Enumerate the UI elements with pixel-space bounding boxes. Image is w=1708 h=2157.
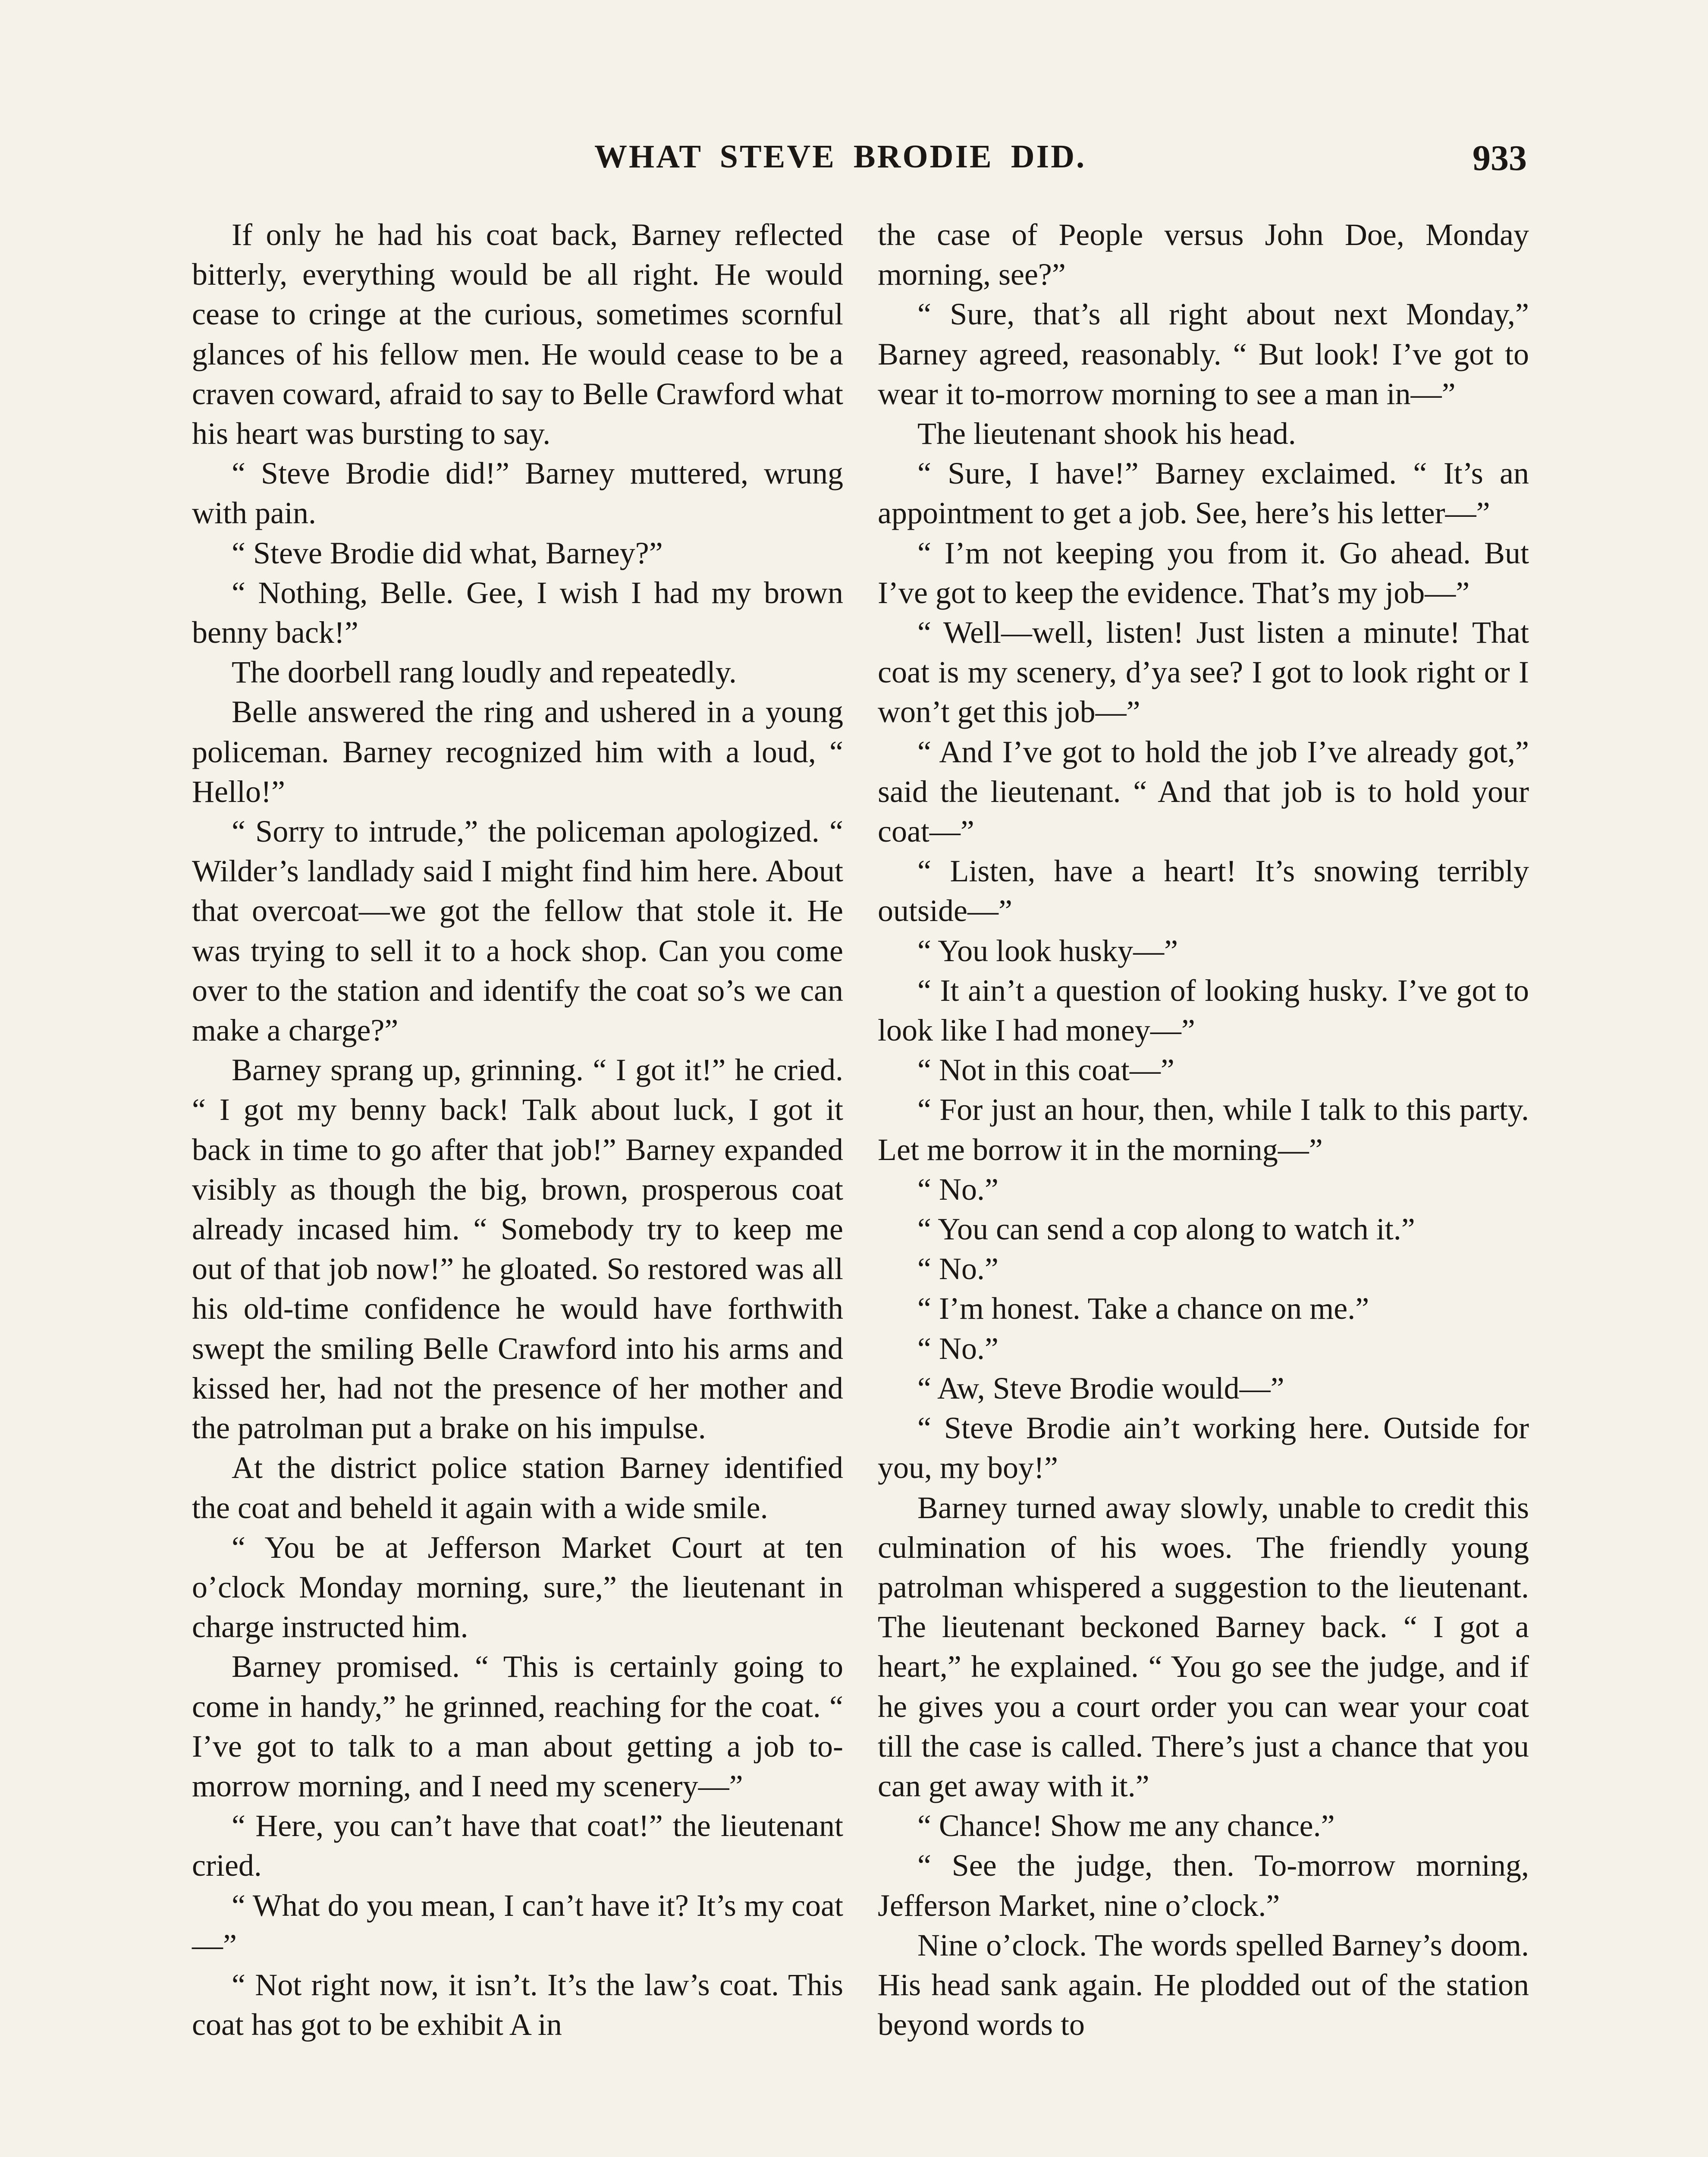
paragraph: “ No.” [917, 1172, 998, 1207]
paragraph: “ Nothing, Belle. Gee, I wish I had my brown benny back!” [192, 575, 843, 650]
paragraph: “ It ain’t a question of looking husky. I’ve got to look like I had money—” [878, 973, 1529, 1048]
paragraph: “ Not right now, it isn’t. It’s the law’s coat. This coat has got to be exhibit A in [192, 1967, 843, 2042]
paragraph: “ Aw, Steve Brodie would—” [917, 1371, 1284, 1406]
paragraph: “ Sorry to intrude,” the policeman apologized. “ Wilder’s landlady said I might find him here. About that overcoat—we got the fellow that stole it. He was trying to sell it to a hock shop. Can you come over to the station and identify the coat so’s we can make a charge?” [192, 814, 843, 1048]
paragraph: “ I’m not keeping you from it. Go ahead. But I’ve got to keep the evidence. That’s my job—” [878, 535, 1529, 610]
text-column-right [878, 215, 1529, 2044]
paragraph: “ Sure, I have!” Barney exclaimed. “ It’s an appointment to get a job. See, here’s his letter—” [878, 456, 1529, 531]
running-title: WHAT STEVE BRODIE DID. [594, 138, 1086, 175]
paragraph: “ See the judge, then. To-morrow morning, Jefferson Market, nine o’clock.” [878, 1848, 1529, 1923]
paragraph: Barney promised. “ This is certainly going to come in handy,” he grinned, reaching for the coat. “ I’ve got to talk to a man about getting a job to-morrow morning, and I need my scenery—” [192, 1649, 843, 1803]
paragraph: “ Steve Brodie did what, Barney?” [232, 535, 663, 570]
paragraph: “ For just an hour, then, while I talk to this party. Let me borrow it in the morning—” [878, 1092, 1529, 1167]
paragraph: “ Listen, have a heart! It’s snowing terribly outside—” [878, 854, 1529, 928]
paragraph: The doorbell rang loudly and repeatedly. [232, 655, 737, 690]
paragraph: If only he had his coat back, Barney reflected bitterly, everything would be all right. He would cease to cringe at the curious, sometimes scornful glances of his fellow men. He would cease to be a craven coward, afraid to say to Belle Crawford what his heart was bursting to say. [192, 217, 843, 451]
paragraph: Belle answered the ring and ushered in a young policeman. Barney recognized him with a loud, “ Hello!” [192, 695, 843, 809]
paragraph: “ You be at Jefferson Market Court at ten o’clock Monday morning, sure,” the lieutenant in charge instructed him. [192, 1530, 843, 1644]
paragraph: The lieutenant shook his head. [917, 416, 1296, 451]
paragraph: Nine o’clock. The words spelled Barney’s doom. His head sank again. He plodded out of the station beyond words to [878, 1927, 1529, 2042]
paragraph: “ No.” [917, 1331, 998, 1366]
page-number: 933 [1473, 138, 1527, 178]
paragraph: “ Steve Brodie did!” Barney muttered, wrung with pain. [192, 456, 843, 531]
paragraph: Barney turned away slowly, unable to credit this culmination of his woes. The friendly young patrolman whispered a suggestion to the lieutenant. The lieutenant beckoned Barney back. “ I got a heart,” he explained. “ You go see the judge, and if he gives you a court order you can wear your coat till the case is called. There’s just a chance that you can get away with it.” [878, 1490, 1529, 1803]
paragraph: At the district police station Barney identified the coat and beheld it again with a wide smile. [192, 1450, 843, 1525]
text-column-left [192, 215, 843, 2044]
paragraph-continued: the case of People versus John Doe, Monday morning, see?” [878, 217, 1529, 292]
paragraph: Barney sprang up, grinning. “ I got it!” he cried. “ I got my benny back! Talk about luck, I got it back in time to go after that job!” Barney expanded visibly as though the big, brown, prosperous coat already incased him. “ Somebody try to keep me out of that job now!” he gloated. So restored was all his old-time confidence he would have forthwith swept the smiling Belle Crawford into his arms and kissed her, had not the presence of her mother and the patrolman put a brake on his impulse. [192, 1053, 843, 1446]
paragraph: “ What do you mean, I can’t have it? It’s my coat—” [192, 1888, 843, 1962]
paragraph: “ Well—well, listen! Just listen a minute! That coat is my scenery, d’ya see? I got to look right or I won’t get this job—” [878, 615, 1529, 729]
paragraph: “ Not in this coat—” [917, 1053, 1174, 1088]
paragraph: “ You look husky—” [917, 933, 1178, 968]
paragraph: “ I’m honest. Take a chance on me.” [917, 1291, 1369, 1326]
paragraph: “ Chance! Show me any chance.” [917, 1808, 1335, 1843]
paragraph: “ Sure, that’s all right about next Monday,” Barney agreed, reasonably. “ But look! I’ve got to wear it to-morrow morning to see a man in—” [878, 297, 1529, 411]
paragraph: “ You can send a cop along to watch it.” [917, 1212, 1415, 1247]
paragraph: “ Here, you can’t have that coat!” the lieutenant cried. [192, 1808, 843, 1883]
paragraph: “ No.” [917, 1251, 998, 1286]
paragraph: “ Steve Brodie ain’t working here. Outside for you, my boy!” [878, 1411, 1529, 1485]
paragraph: “ And I’ve got to hold the job I’ve already got,” said the lieutenant. “ And that job is to hold your coat—” [878, 734, 1529, 849]
